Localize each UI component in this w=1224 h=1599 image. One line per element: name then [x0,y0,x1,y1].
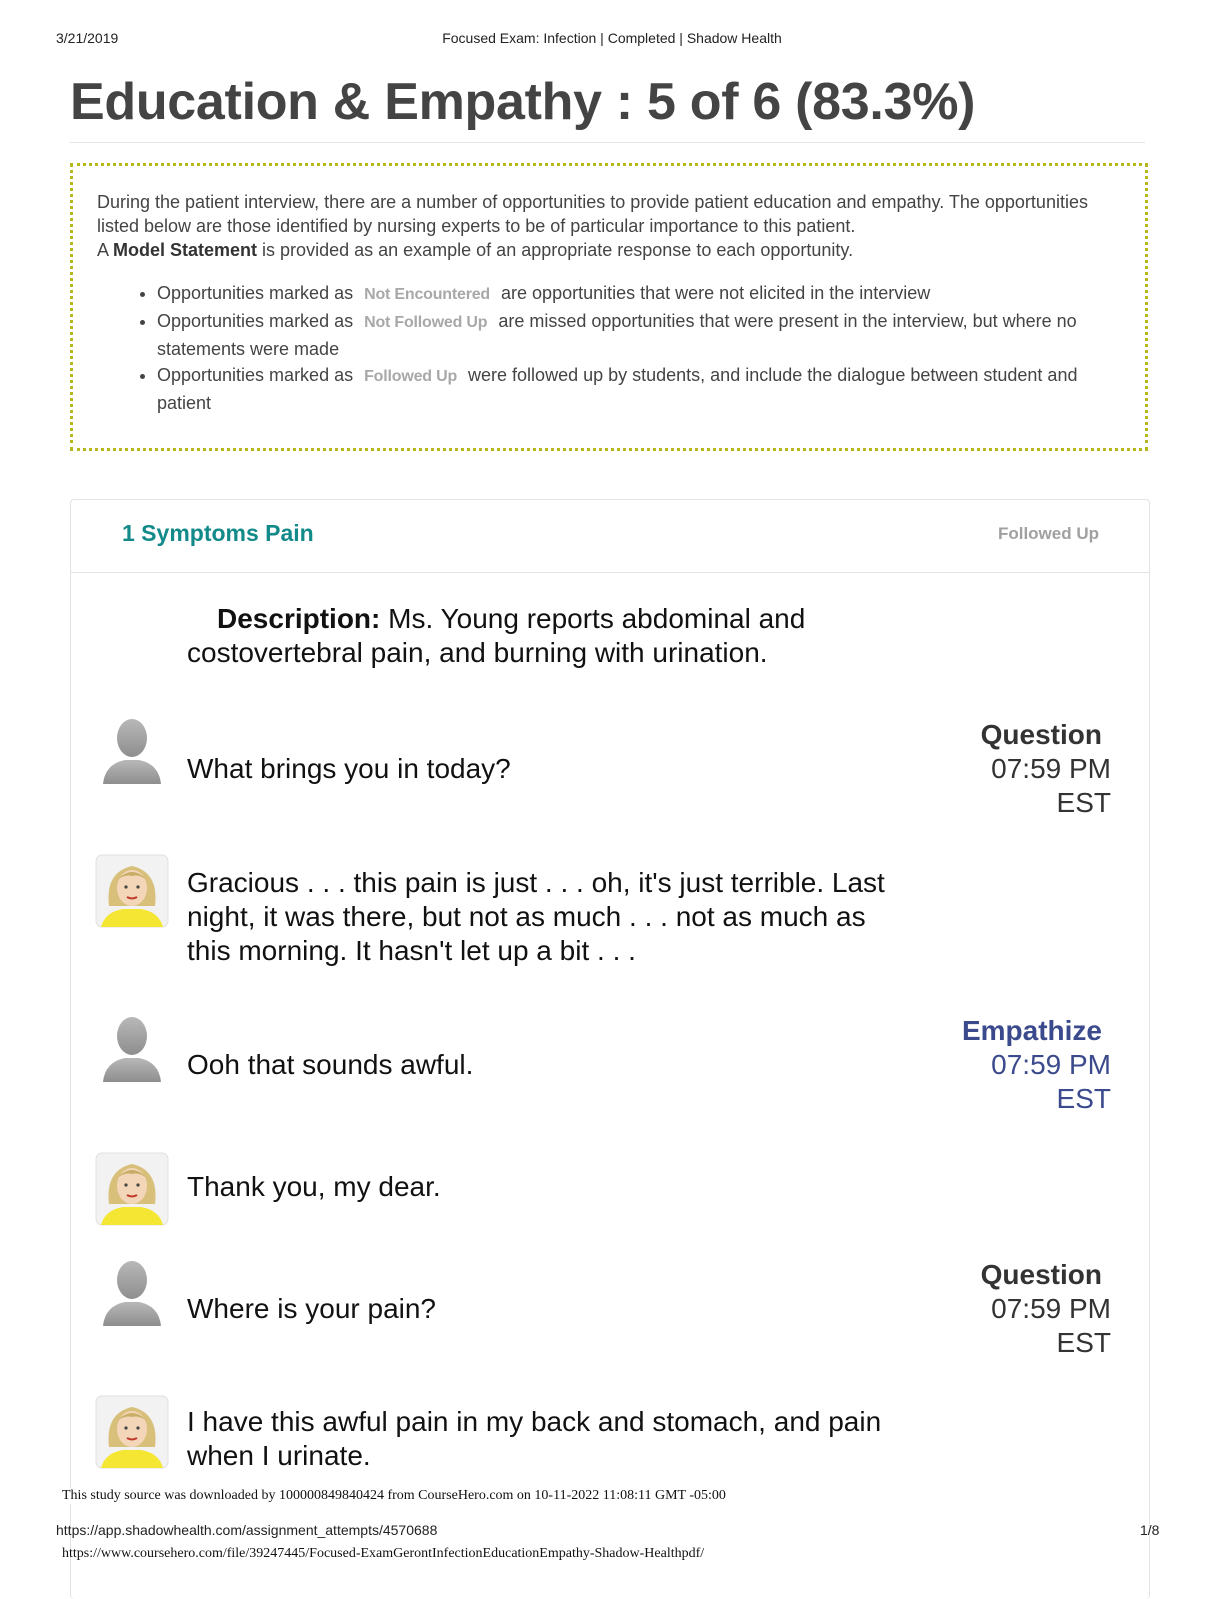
opportunity-card [70,499,1150,1599]
patient-avatar-icon [95,854,169,928]
message-time: 07:59 PM [991,1049,1111,1080]
message-text: Ooh that sounds awful. [187,1049,474,1080]
message-time: 07:59 PM [991,1293,1111,1324]
print-footer-url[interactable]: https://app.shadowhealth.com/assignment_attempts/4570688 [56,1522,438,1538]
patient-avatar-icon [95,1395,169,1469]
legend-item-not-followed-up: • Opportunities marked as Not Followed Up are missed opportunities that were present in the interview, but where no statements were made [157,308,1121,362]
coursehero-url[interactable]: https://www.coursehero.com/file/39247445/Focused-ExamGerontInfectionEducationEmpathy-Shadow-Healthpdf/ [62,1546,705,1561]
message-meta [962,1014,1111,1116]
status-tag-not-followed-up: Not Followed Up [364,314,488,331]
message-text: Gracious . . . this pain is just . . . oh, it's just terrible. Last night, it was there, but not as much . . . not as much as this morning. It hasn't let up a bit . . . [187,867,885,966]
page-title: Education & Empathy : 5 of 6 (83.3%) [70,72,1145,143]
opportunity-description: Description: Ms. Young reports abdominal and costovertebral pain, and burning with urination. [187,603,806,668]
message-kind-label: Question [980,719,1102,750]
download-watermark: This study source was downloaded by 100000849840424 from CourseHero.com on 10-11-2022 11:08:11 GMT -05:00 [62,1488,726,1503]
opportunity-card-header[interactable] [71,500,1149,573]
instructions-intro: During the patient interview, there are a number of opportunities to provide patient education and empathy. The opportunities listed below are those identified by nursing experts to be of particular importance to this patient. A Model Statement is provided as an example of an appropriate response to each opportunity. [97,192,1088,260]
status-tag-followed-up: Followed Up [364,368,458,385]
message-timezone: EST [1056,787,1111,818]
message-kind-label: Empathize [961,1015,1102,1046]
print-document-title: Focused Exam: Infection | Completed | Shadow Health [442,30,782,46]
legend-item-not-encountered: • Opportunities marked as Not Encountered are opportunities that were not elicited in the interview [157,280,1121,308]
opportunity-status-badge: Followed Up [997,524,1099,543]
legend-item-followed-up: • Opportunities marked as Followed Up were followed up by students, and include the dialogue between student and patient [157,362,1121,416]
patient-avatar-icon [95,1152,169,1226]
message-text: Thank you, my dear. [187,1171,441,1202]
message-timezone: EST [1056,1083,1111,1114]
opportunity-title: 1 Symptoms Pain [122,520,314,546]
message-time: 07:59 PM [991,753,1111,784]
message-text: What brings you in today? [187,753,511,784]
message-kind-label: Question [980,1259,1102,1290]
message-meta [981,718,1111,820]
instructions-box [70,163,1148,451]
message-text: I have this awful pain in my back and stomach, and pain when I urinate. [187,1406,882,1471]
student-avatar-icon [95,1012,169,1086]
message-text: Where is your pain? [187,1293,437,1324]
student-avatar-icon [95,1256,169,1330]
message-meta [981,1258,1111,1360]
status-tag-not-encountered: Not Encountered [364,286,491,303]
print-date: 3/21/2019 [56,30,119,46]
student-avatar-icon [95,714,169,788]
print-page-number: 1/8 [1140,1522,1160,1538]
description-label: Description: [217,603,381,634]
message-timezone: EST [1056,1327,1111,1358]
status-legend-list [97,280,1121,416]
model-statement-label: Model Statement [113,240,258,260]
